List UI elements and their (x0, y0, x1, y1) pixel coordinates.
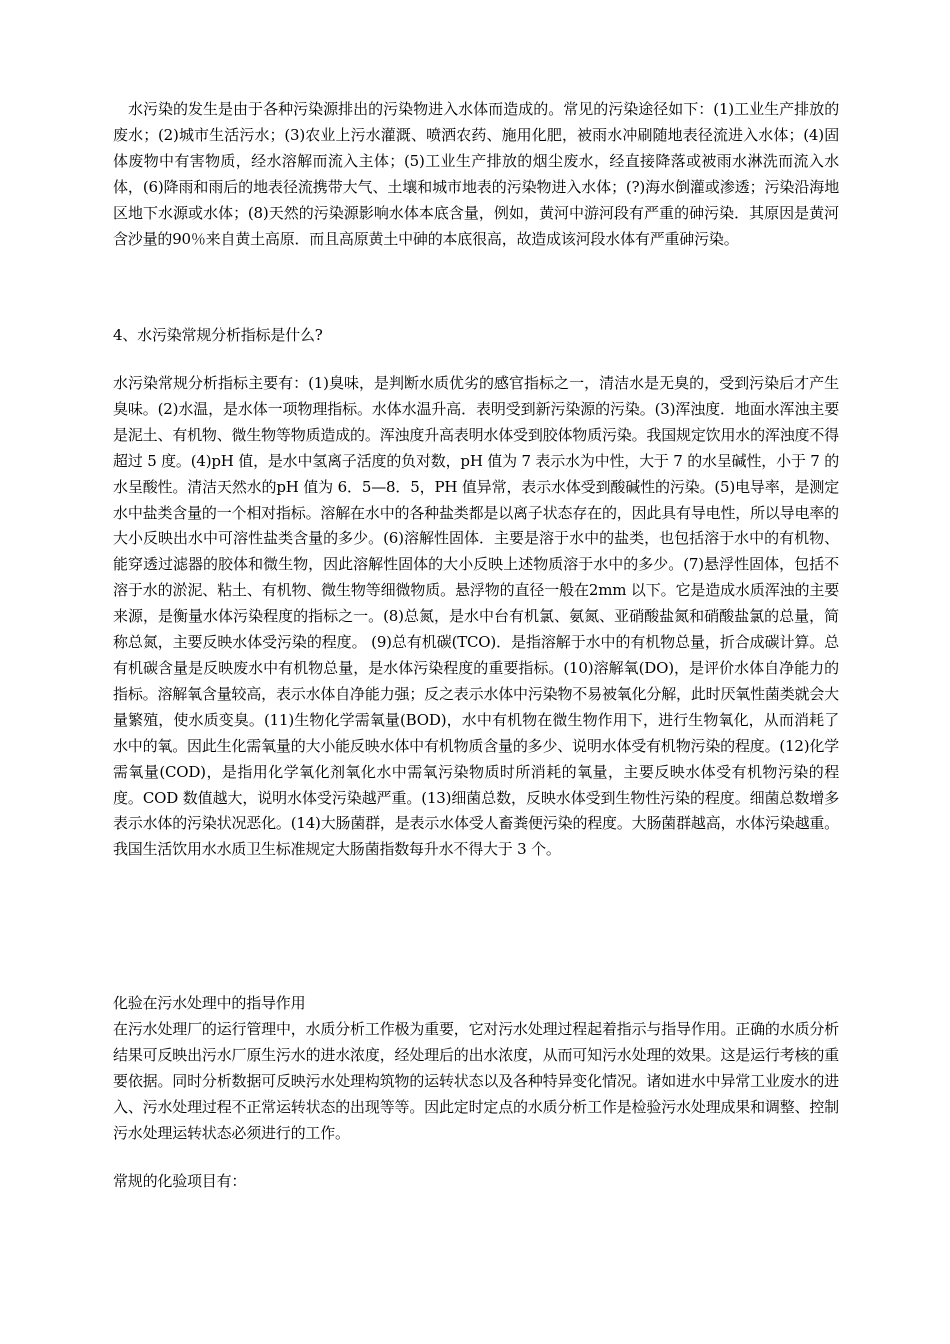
guidance-heading: 化验在污水处理中的指导作用 (113, 994, 306, 1012)
routine-items-heading: 常规的化验项目有： (113, 1172, 247, 1190)
intro-paragraph: 水污染的发生是由于各种污染源排出的污染物进入水体而造成的。常见的污染途径如下：(1)工业生产排放的废水；(2)城市生活污水；(3)农业上污水灌溉、喷洒农药、施用化肥，被雨水冲刷随地表径流进入水体；(4)固体废物中有害物质，经水溶解而流入主体；(5)工业生产排放的烟尘废水，经直接降落或被雨水淋洗而流入水体，(6)降雨和雨后的地表径流携带大气、土壤和城市地表的污染物进入水体；(?)海水倒灌或渗透；污染沿海地区地下水源或水体；(8)天然的污染源影响水体本底含量，例如，黄河中游河段有严重的砷污染．其原因是黄河含沙量的90％来自黄土高原．而且高原黄土中砷的本底很高，故造成该河段水体有严重砷污染。 (113, 100, 839, 248)
question-4-answer: 水污染常规分析指标主要有：(1)臭味，是判断水质优劣的感官指标之一，清洁水是无臭的，受到污染后才产生臭味。(2)水温，是水体一项物理指标。水体水温升高．表明受到新污染源的污染。(3)浑浊度．地面水浑浊主要是泥土、有机物、微生物等物质造成的。浑浊度升高表明水体受到胶体物质污染。我国规定饮用水的浑浊度不得超过 5 度。(4)pH 值，是水中氢离子活度的负对数，pH 值为 7 表示水为中性，大于 7 的水呈碱性，小于 7 的水呈酸性。清洁天然水的pH 值为 6．5—8．5，PH 值异常，表示水体受到酸碱性的污染。(5)电导率，是测定水中盐类含量的一个相对指标。溶解在水中的各种盐类都是以离子状态存在的，因此具有导电性，所以导电率的大小反映出水中可溶性盐类含量的多少。(6)溶解性固体．主要是溶于水中的盐类，也包括溶于水中的有机物、能穿透过滤器的胶体和微生物，因此溶解性固体的大小反映上述物质溶于水中的多少。(7)悬浮性固体，包括不溶于水的淤泥、粘土、有机物、微生物等细微物质。悬浮物的直径一般在2mm 以下。它是造成水质浑浊的主要来源，是衡量水体污染程度的指标之一。(8)总氮，是水中台有机氯、氨氮、亚硝酸盐氮和硝酸盐氯的总量，简称总氮，主要反映水体受污染的程度。 (9)总有机碳(TCO)．是指溶解于水中的有机物总量，折合成碳计算。总有机碳含量是反映废水中有机物总量，是水体污染程度的重要指标。(10)溶解氧(DO)，是评价水体自净能力的指标。溶解氧含量较高，表示水体自净能力强；反之表示水体中污染物不易被氧化分解，此时厌氧性菌类就会大量繁殖，使水质变臭。(11)生物化学需氧量(BOD)，水中有机物在微生物作用下，进行生物氧化，从而消耗了水中的氧。因此生化需氧量的大小能反映水体中有机物质含量的多少、说明水体受有机物污染的程度。(12)化学需氧量(COD)，是指用化学氧化剂氧化水中需氧污染物质时所消耗的氧量，主要反映水体受有机物污染的程度。COD 数值越大，说明水体受污染越严重。(13)细菌总数，反映水体受到生物性污染的程度。细菌总数增多表示水体的污染状况恶化。(14)大肠菌群，是表示水体受人畜粪便污染的程度。大肠菌群越高，水体污染越重。我国生活饮用水水质卫生标准规定大肠菌指数每升水不得大于 3 个。 (113, 374, 839, 859)
question-4-heading: 4、水污染常规分析指标是什么? (113, 326, 323, 344)
guidance-paragraph: 在污水处理厂的运行管理中，水质分析工作极为重要，它对污水处理过程起着指示与指导作用。正确的水质分析结果可反映出污水厂原生污水的进水浓度，经处理后的出水浓度，从而可知污水处理的效果。这是运行考核的重要依据。同时分析数据可反映污水处理构筑物的运转状态以及各种特异变化情况。诸如进水中异常工业废水的进入、污水处理过程不正常运转状态的出现等等。因此定时定点的水质分析工作是检验污水处理成果和调整、控制污水处理运转状态必须进行的工作。 (113, 1020, 839, 1142)
